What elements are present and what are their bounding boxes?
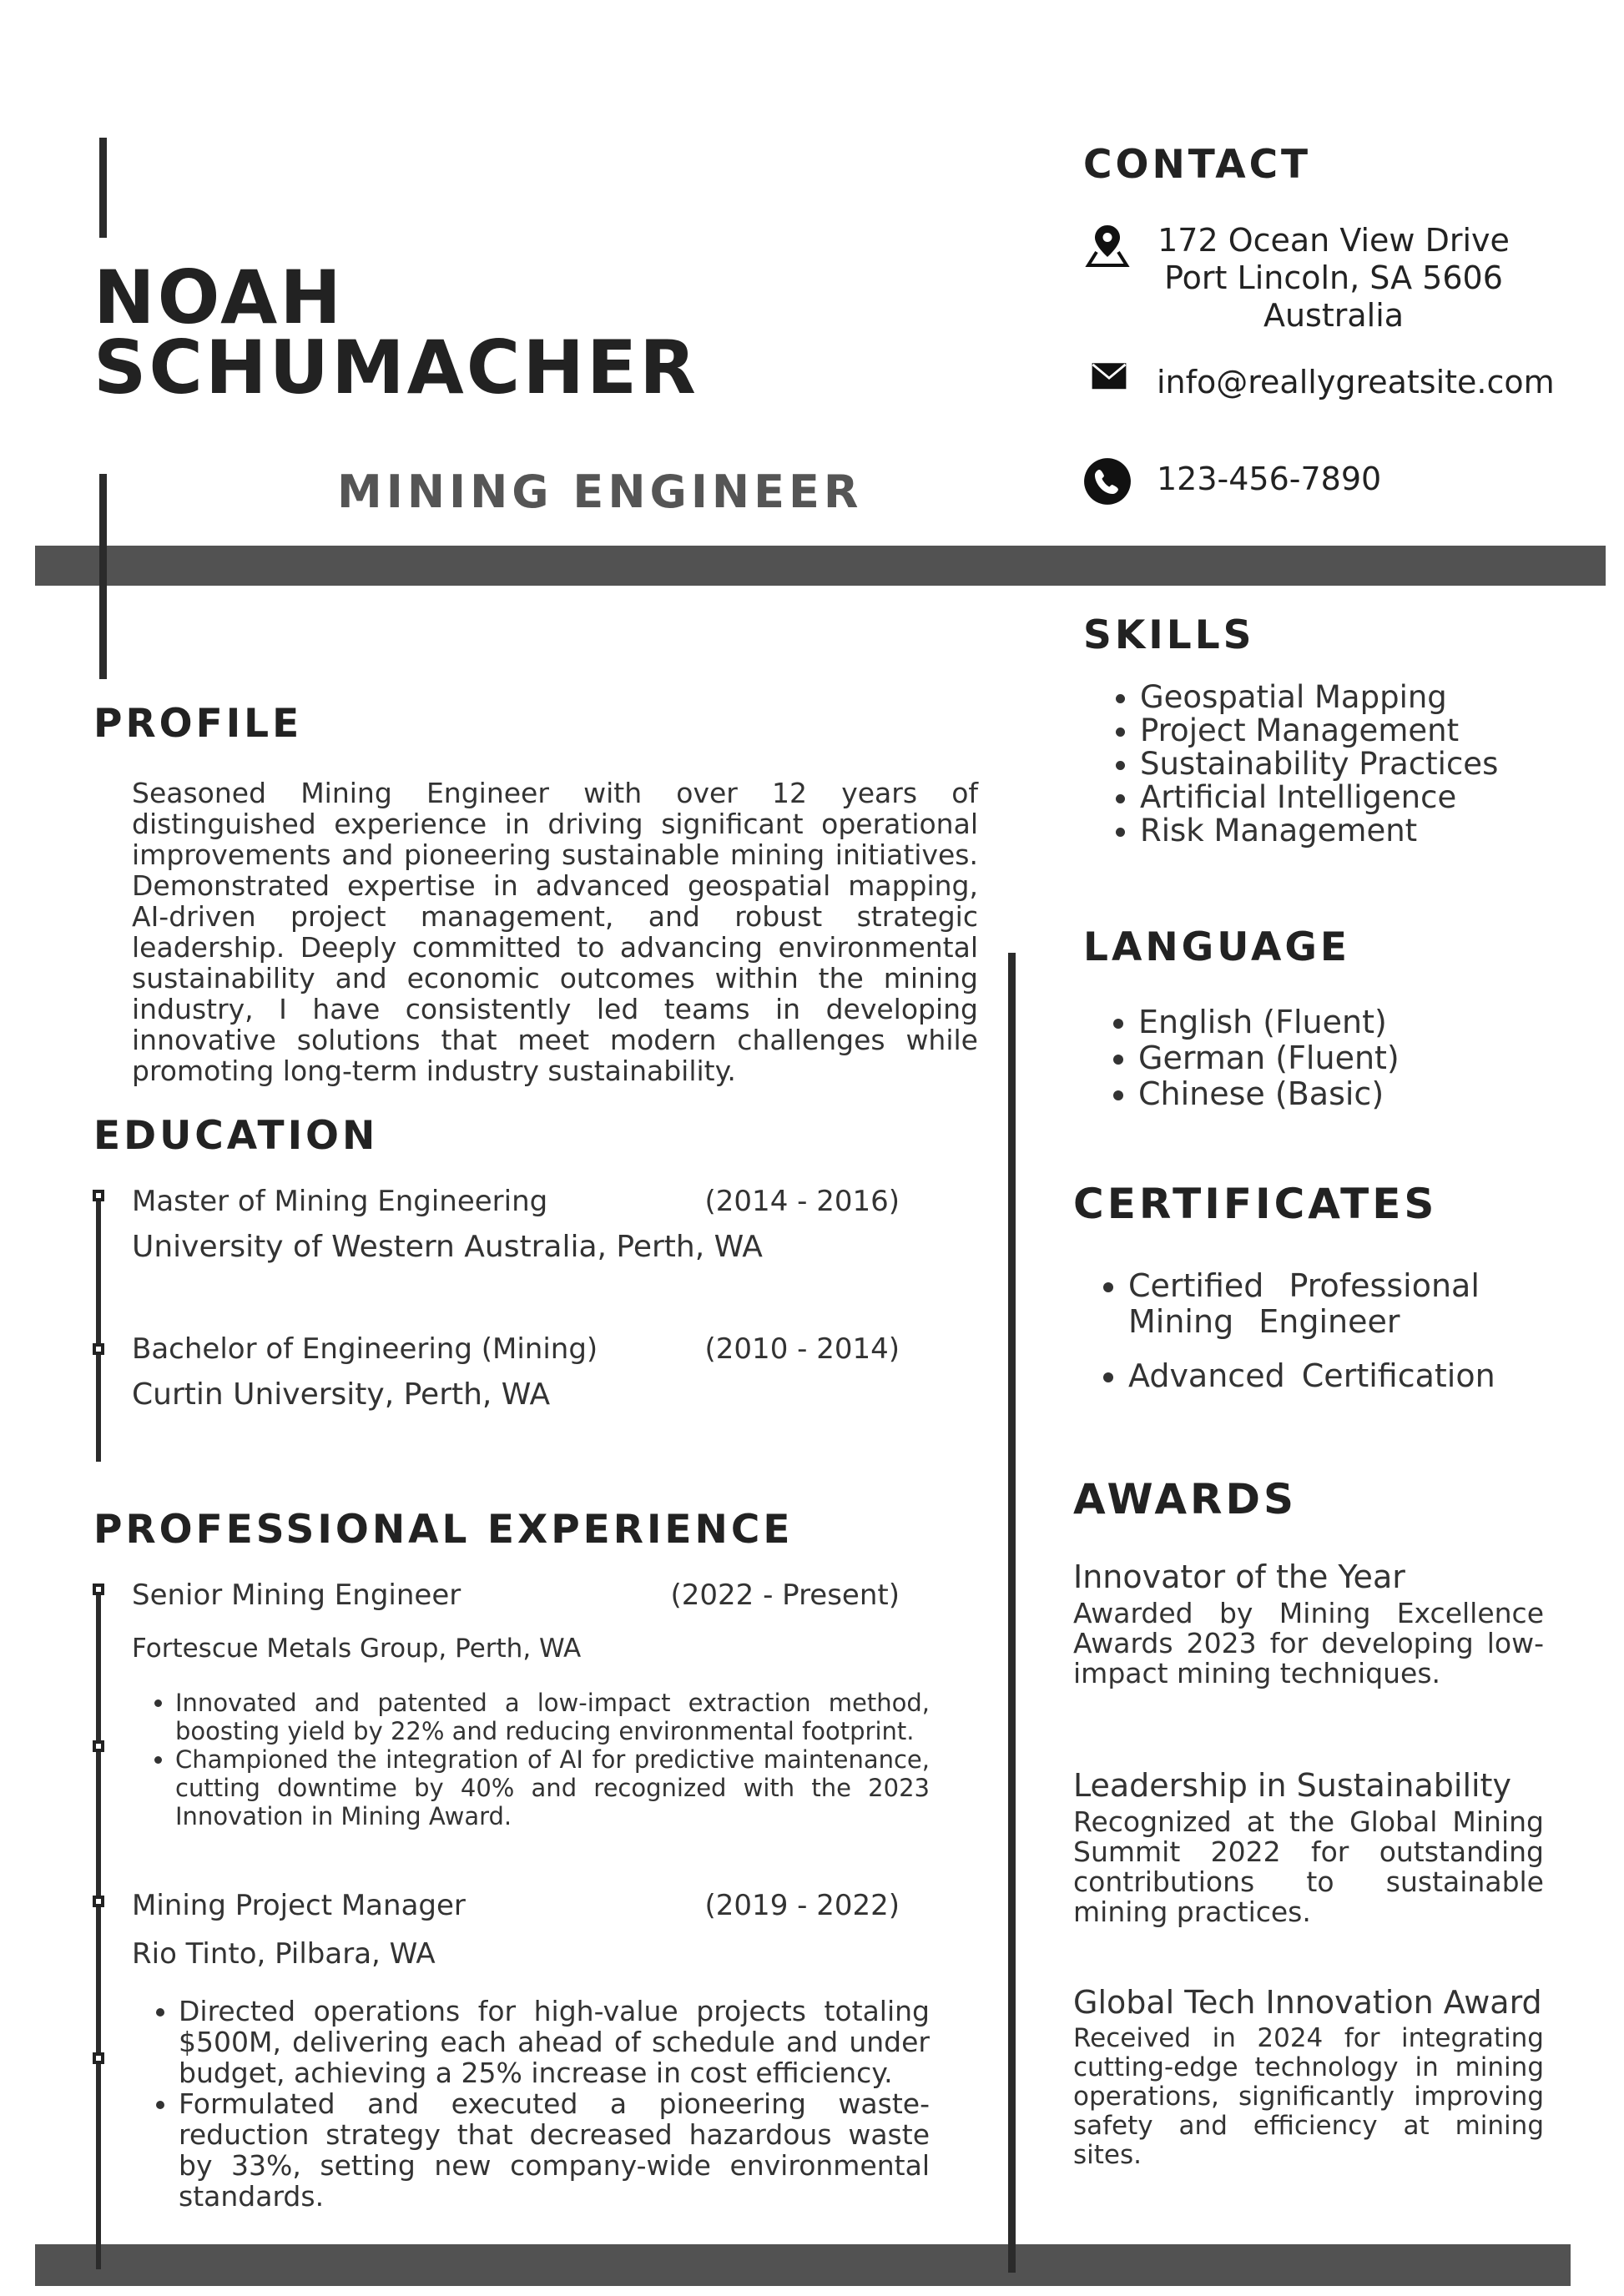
education-item bbox=[132, 1332, 933, 1412]
list-item: • English (Fluent) bbox=[1138, 1004, 1606, 1040]
list-item: • Directed operations for high-value projects totaling $500M, delivering each ahead of schedule and under budget, achieving a 25% increase in cost efficiency. bbox=[179, 1996, 930, 2088]
envelope-icon bbox=[1085, 360, 1133, 397]
contact-phone[interactable]: 123-456-7890 bbox=[1157, 461, 1382, 497]
contact-heading: CONTACT bbox=[1083, 142, 1312, 188]
list-item: • Artificial Intelligence bbox=[1140, 781, 1607, 814]
language-list bbox=[1102, 1004, 1606, 1112]
education-school: University of Western Australia, Perth, WA bbox=[132, 1230, 763, 1264]
list-item: • Risk Management bbox=[1140, 814, 1607, 848]
award-description: Recognized at the Global Mining Summit 2022 for outstanding contributions to sustainable mining practices. bbox=[1073, 1805, 1544, 1928]
experience-item bbox=[132, 1578, 933, 1664]
list-item: • Geospatial Mapping bbox=[1140, 681, 1607, 714]
experience-bullets bbox=[139, 1689, 930, 1830]
list-item: • Chinese (Basic) bbox=[1138, 1076, 1606, 1112]
experience-company: Fortescue Metals Group, Perth, WA bbox=[132, 1634, 582, 1664]
award-item bbox=[1073, 1984, 1544, 2170]
education-degree: Bachelor of Engineering (Mining) bbox=[132, 1332, 598, 1366]
footer-band bbox=[35, 2244, 1571, 2286]
address-line-3: Australia bbox=[1263, 297, 1405, 334]
address-line-2: Port Lincoln, SA 5606 bbox=[1164, 259, 1503, 296]
header-band bbox=[35, 546, 1606, 586]
education-timeline-node bbox=[93, 1343, 104, 1355]
experience-company: Rio Tinto, Pilbara, WA bbox=[132, 1937, 436, 1971]
candidate-name bbox=[93, 254, 699, 410]
award-item bbox=[1073, 1767, 1544, 1927]
experience-heading: PROFESSIONAL EXPERIENCE bbox=[93, 1507, 794, 1553]
experience-timeline bbox=[96, 1589, 101, 2269]
list-item: • Sustainability Practices bbox=[1140, 748, 1607, 781]
list-item: • German (Fluent) bbox=[1138, 1040, 1606, 1076]
address-line-1: 172 Ocean View Drive bbox=[1157, 222, 1510, 259]
experience-item bbox=[132, 1889, 933, 1971]
skills-heading: SKILLS bbox=[1083, 612, 1255, 658]
award-title: Leadership in Sustainability bbox=[1073, 1767, 1511, 1804]
experience-bullets bbox=[142, 1996, 930, 2212]
name-accent-line-bottom bbox=[99, 474, 107, 679]
experience-years: (2022 - Present) bbox=[670, 1578, 900, 1612]
education-years: (2014 - 2016) bbox=[704, 1185, 900, 1218]
last-name: SCHUMACHER bbox=[93, 325, 699, 410]
education-timeline-node bbox=[93, 1190, 104, 1201]
list-item: • Championed the integration of AI for predictive maintenance, cutting downtime by 40% and recognized with the 2023 Innovation in Mining Award. bbox=[175, 1745, 930, 1830]
education-school: Curtin University, Perth, WA bbox=[132, 1377, 551, 1412]
contact-address bbox=[1150, 222, 1517, 335]
award-item bbox=[1073, 1558, 1544, 1689]
awards-heading: AWARDS bbox=[1073, 1475, 1298, 1523]
language-heading: LANGUAGE bbox=[1083, 924, 1351, 970]
award-description: Received in 2024 for integrating cutting-edge technology in mining operations, significantly improving safety and efficiency at mining sites. bbox=[1073, 2023, 1544, 2170]
experience-timeline-node bbox=[93, 1584, 104, 1595]
experience-role: Mining Project Manager bbox=[132, 1889, 466, 1922]
name-accent-line-top bbox=[99, 138, 107, 238]
experience-timeline-node bbox=[93, 2052, 104, 2064]
list-item: • Project Management bbox=[1140, 714, 1607, 748]
location-pin-icon bbox=[1085, 222, 1130, 267]
education-item bbox=[132, 1185, 933, 1264]
contact-email[interactable]: info@reallygreatsite.com bbox=[1157, 364, 1555, 400]
experience-timeline-node bbox=[93, 1896, 104, 1907]
certificates-heading: CERTIFICATES bbox=[1073, 1180, 1438, 1228]
list-item: • Innovated and patented a low-impact extraction method, boosting yield by 22% and reducing environmental footprint. bbox=[175, 1689, 930, 1745]
education-heading: EDUCATION bbox=[93, 1113, 379, 1159]
education-timeline bbox=[96, 1193, 101, 1462]
award-title: Global Tech Innovation Award bbox=[1073, 1984, 1542, 2021]
experience-timeline-node bbox=[93, 1740, 104, 1752]
phone-icon bbox=[1083, 457, 1132, 506]
award-title: Innovator of the Year bbox=[1073, 1558, 1405, 1595]
job-title: MINING ENGINEER bbox=[337, 466, 863, 518]
education-degree: Master of Mining Engineering bbox=[132, 1185, 548, 1218]
experience-role: Senior Mining Engineer bbox=[132, 1578, 461, 1612]
certificates-list bbox=[1092, 1268, 1529, 1394]
list-item: • Advanced Certification bbox=[1128, 1358, 1529, 1394]
column-divider bbox=[1008, 953, 1016, 2273]
list-item: • Certified Professional Mining Engineer bbox=[1128, 1268, 1529, 1340]
experience-years: (2019 - 2022) bbox=[704, 1889, 900, 1922]
education-years: (2010 - 2014) bbox=[704, 1332, 900, 1366]
profile-text: Seasoned Mining Engineer with over 12 years of distinguished experience in driving significant operational improvements and pioneering sustainable mining initiatives. Demonstrated expertise in advanced geospatial mapping, AI-driven project management, and robust strategic leadership. Deeply committed to advancing environmental sustainability and economic outcomes within the mining industry, I have consistently led teams in developing innovative solutions that meet modern challenges while promoting long-term industry sustainability. bbox=[132, 777, 978, 1087]
list-item: • Formulated and executed a pioneering waste-reduction strategy that decreased hazardous waste by 33%, setting new company-wide environmental standards. bbox=[179, 2088, 930, 2212]
first-name: NOAH bbox=[93, 254, 344, 340]
award-description: Awarded by Mining Excellence Awards 2023 for developing low-impact mining techniques. bbox=[1073, 1597, 1544, 1689]
profile-heading: PROFILE bbox=[93, 701, 303, 747]
skills-list bbox=[1103, 681, 1607, 848]
